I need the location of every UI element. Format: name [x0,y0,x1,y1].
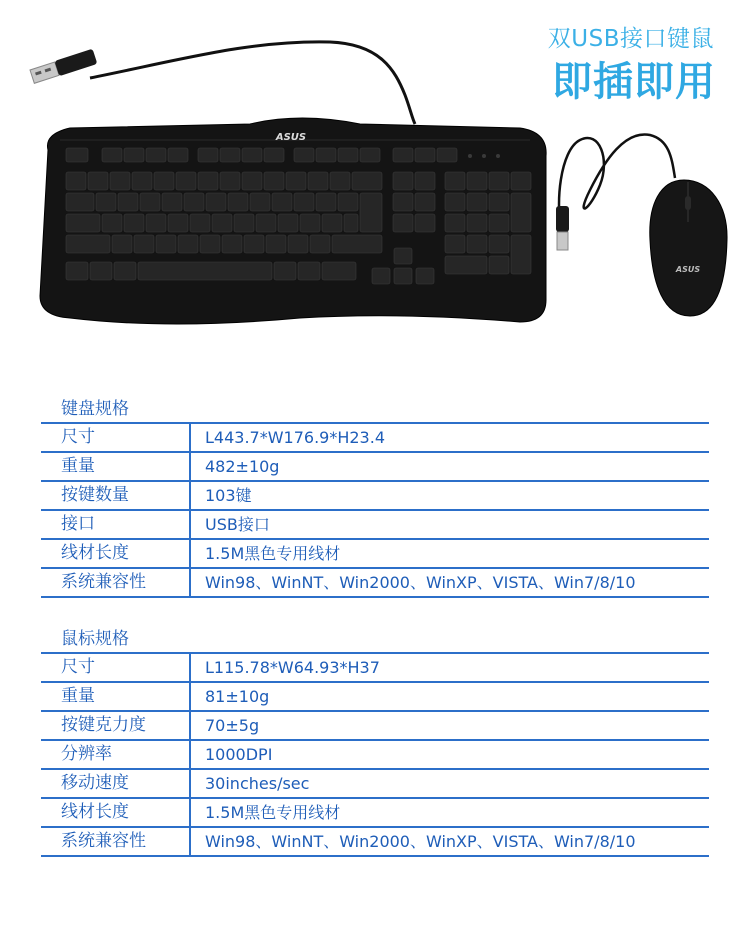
spec-label: 按键克力度 [41,712,191,739]
spec-value: 70±5g [205,716,260,735]
function-key-row [66,148,457,162]
spec-label: 分辨率 [41,741,191,768]
mouse-spec-title: 鼠标规格 [41,626,709,654]
keyboard-cable [90,42,415,124]
table-row [41,540,709,569]
spec-label: 系统兼容性 [41,828,191,855]
spec-label: 尺寸 [41,424,191,451]
spec-value: 30inches/sec [205,774,310,793]
table-row [41,799,709,828]
table-row [41,453,709,482]
spec-value: Win98、WinNT、Win2000、WinXP、VISTA、Win7/8/10 [205,573,636,592]
mouse-scroll-wheel [685,196,691,210]
tagline-plug-and-play: 即插即用 [552,59,716,105]
table-row [41,654,709,683]
spec-label: 尺寸 [41,654,191,681]
table-row [41,482,709,511]
spec-value: 1000DPI [205,745,273,764]
table-row [41,828,709,857]
table-row [41,712,709,741]
spec-label: 重量 [41,683,191,710]
spec-value: USB接口 [205,515,270,534]
table-row [41,569,709,598]
spec-label: 重量 [41,453,191,480]
mouse-brand-logo: ASUS [675,265,701,274]
table-row [41,511,709,540]
spec-value: 1.5M黑色专用线材 [205,803,341,822]
keyboard-brand-logo: ASUS [275,132,307,143]
usb-plug-keyboard [30,49,98,85]
table-row [41,683,709,712]
usb-plug-mouse [556,206,569,250]
spec-value: 1.5M黑色专用线材 [205,544,341,563]
spec-label: 线材长度 [41,799,191,826]
spec-value: L443.7*W176.9*H23.4 [205,428,385,447]
spec-value: 81±10g [205,687,270,706]
spec-value: Win98、WinNT、Win2000、WinXP、VISTA、Win7/8/10 [205,832,636,851]
table-row [41,770,709,799]
table-row [41,424,709,453]
spec-value: L115.78*W64.93*H37 [205,658,380,677]
spec-label: 按键数量 [41,482,191,509]
table-row [41,741,709,770]
spec-value: 103键 [205,486,252,505]
tagline-dual-usb: 双USB接口键鼠 [547,26,714,52]
product-hero [0,0,750,340]
spec-value: 482±10g [205,457,280,476]
spec-label: 系统兼容性 [41,569,191,596]
mouse-spec-table [41,626,709,857]
keyboard-spec-table [41,396,709,598]
spec-label: 接口 [41,511,191,538]
spec-label: 移动速度 [41,770,191,797]
keyboard-spec-title: 键盘规格 [41,396,709,424]
spec-label: 线材长度 [41,540,191,567]
